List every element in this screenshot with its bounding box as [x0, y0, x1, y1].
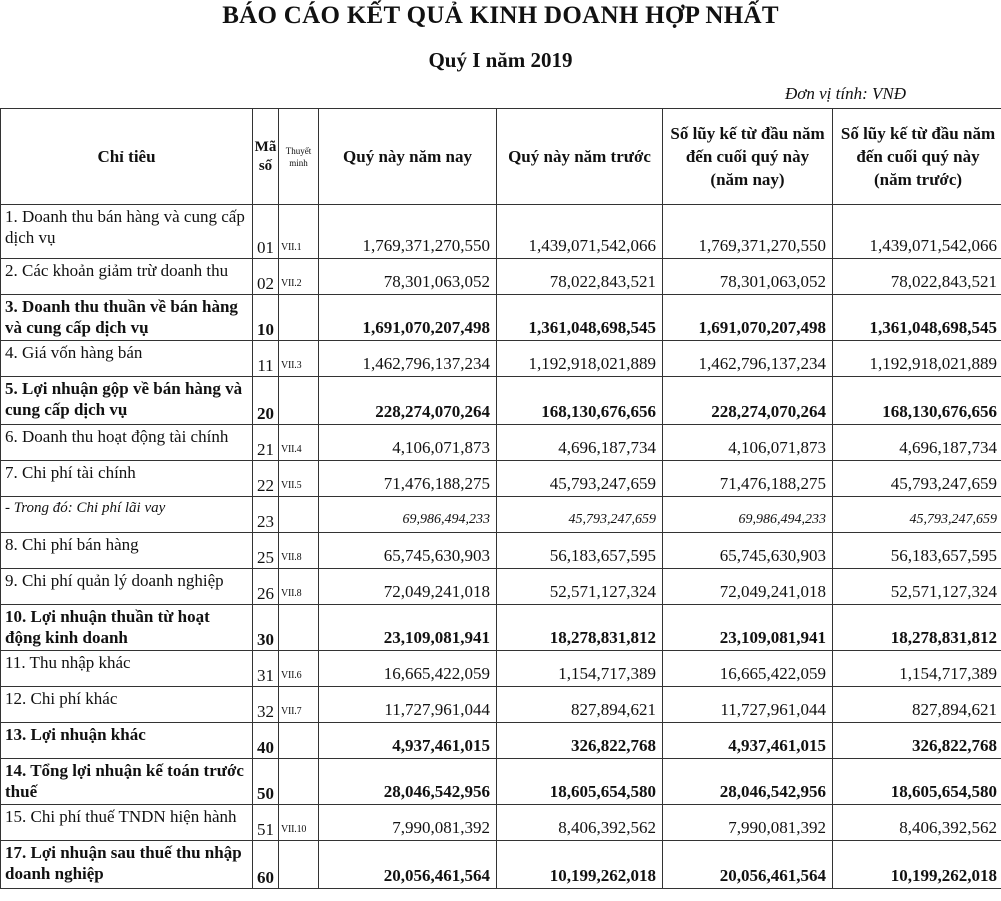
table-row [1, 425, 1001, 461]
value-ytd-prev: 56,183,657,595 [833, 533, 1001, 569]
table-row [1, 651, 1001, 687]
header-ytd-prev: Số lũy kế từ đầu năm đến cuối quý này (năm trước) [833, 109, 1001, 205]
value-current-quarter: 1,769,371,270,550 [319, 205, 497, 259]
row-indicator-text: 17. Lợi nhuận sau thuế thu nhập doanh nghiệp [5, 843, 242, 883]
value-current-quarter: 4,106,071,873 [319, 425, 497, 461]
row-note [279, 723, 319, 759]
value-prev-quarter: 45,793,247,659 [497, 461, 663, 497]
row-indicator [1, 723, 253, 759]
value-current-quarter: 11,727,961,044 [319, 687, 497, 723]
header-ytd-current: Số lũy kế từ đầu năm đến cuối quý này (năm nay) [663, 109, 833, 205]
value-ytd-current: 1,769,371,270,550 [663, 205, 833, 259]
row-note: VII.7 [279, 687, 319, 723]
row-note: VII.2 [279, 259, 319, 295]
row-code: 60 [253, 841, 279, 889]
table-row [1, 205, 1001, 259]
row-indicator-text: 7. Chi phí tài chính [5, 463, 136, 482]
value-current-quarter: 72,049,241,018 [319, 569, 497, 605]
header-note: Thuyết minh [279, 109, 319, 205]
table-row [1, 259, 1001, 295]
table-row [1, 295, 1001, 341]
value-ytd-prev: 8,406,392,562 [833, 805, 1001, 841]
value-ytd-prev: 1,439,071,542,066 [833, 205, 1001, 259]
value-prev-quarter: 45,793,247,659 [497, 497, 663, 533]
row-code: 21 [253, 425, 279, 461]
table-row [1, 687, 1001, 723]
value-ytd-prev: 10,199,262,018 [833, 841, 1001, 889]
value-prev-quarter: 326,822,768 [497, 723, 663, 759]
value-prev-quarter: 1,361,048,698,545 [497, 295, 663, 341]
table-row [1, 805, 1001, 841]
value-ytd-prev: 45,793,247,659 [833, 461, 1001, 497]
value-ytd-current: 7,990,081,392 [663, 805, 833, 841]
table-row [1, 533, 1001, 569]
value-ytd-current: 78,301,063,052 [663, 259, 833, 295]
value-ytd-prev: 168,130,676,656 [833, 377, 1001, 425]
value-prev-quarter: 18,605,654,580 [497, 759, 663, 805]
row-indicator [1, 461, 253, 497]
value-ytd-prev: 18,278,831,812 [833, 605, 1001, 651]
value-prev-quarter: 8,406,392,562 [497, 805, 663, 841]
table-row [1, 605, 1001, 651]
value-ytd-prev: 78,022,843,521 [833, 259, 1001, 295]
table-row [1, 841, 1001, 889]
value-ytd-current: 1,462,796,137,234 [663, 341, 833, 377]
table-row [1, 723, 1001, 759]
value-ytd-prev: 1,154,717,389 [833, 651, 1001, 687]
row-code: 23 [253, 497, 279, 533]
row-code: 11 [253, 341, 279, 377]
row-indicator [1, 205, 253, 259]
row-code: 02 [253, 259, 279, 295]
row-code: 32 [253, 687, 279, 723]
row-indicator-text: 9. Chi phí quản lý doanh nghiệp [5, 571, 224, 590]
table-row [1, 569, 1001, 605]
value-prev-quarter: 56,183,657,595 [497, 533, 663, 569]
row-note: VII.8 [279, 569, 319, 605]
value-prev-quarter: 168,130,676,656 [497, 377, 663, 425]
row-indicator-text: 12. Chi phí khác [5, 689, 118, 708]
row-note: VII.1 [279, 205, 319, 259]
row-indicator [1, 425, 253, 461]
table-row [1, 461, 1001, 497]
value-ytd-prev: 1,361,048,698,545 [833, 295, 1001, 341]
row-note: VII.5 [279, 461, 319, 497]
report-title: BÁO CÁO KẾT QUẢ KINH DOANH HỢP NHẤT [222, 2, 779, 29]
value-prev-quarter: 52,571,127,324 [497, 569, 663, 605]
value-ytd-current: 20,056,461,564 [663, 841, 833, 889]
value-current-quarter: 69,986,494,233 [319, 497, 497, 533]
value-ytd-current: 4,106,071,873 [663, 425, 833, 461]
table-row [1, 377, 1001, 425]
report-period: Quý I năm 2019 [428, 48, 573, 72]
currency-unit: Đơn vị tính: VNĐ [785, 84, 906, 103]
value-current-quarter: 78,301,063,052 [319, 259, 497, 295]
row-indicator [1, 259, 253, 295]
value-current-quarter: 4,937,461,015 [319, 723, 497, 759]
row-indicator-text: 2. Các khoản giảm trừ doanh thu [5, 261, 229, 280]
row-indicator [1, 605, 253, 651]
value-ytd-prev: 326,822,768 [833, 723, 1001, 759]
row-indicator-text: 5. Lợi nhuận gộp về bán hàng và cung cấp dịch vụ [5, 379, 243, 419]
row-note: VII.4 [279, 425, 319, 461]
value-current-quarter: 16,665,422,059 [319, 651, 497, 687]
value-prev-quarter: 1,154,717,389 [497, 651, 663, 687]
value-prev-quarter: 1,192,918,021,889 [497, 341, 663, 377]
value-ytd-current: 16,665,422,059 [663, 651, 833, 687]
row-indicator-text: 8. Chi phí bán hàng [5, 535, 139, 554]
value-prev-quarter: 10,199,262,018 [497, 841, 663, 889]
row-indicator [1, 533, 253, 569]
row-note: VII.8 [279, 533, 319, 569]
value-current-quarter: 28,046,542,956 [319, 759, 497, 805]
row-indicator-text: 10. Lợi nhuận thuần từ hoạt động kinh doanh [5, 607, 210, 647]
value-ytd-current: 228,274,070,264 [663, 377, 833, 425]
row-note [279, 759, 319, 805]
row-indicator-text: 3. Doanh thu thuần về bán hàng và cung cấp dịch vụ [5, 297, 238, 337]
header-indicator: Chỉ tiêu [1, 109, 253, 205]
value-ytd-current: 69,986,494,233 [663, 497, 833, 533]
row-code: 30 [253, 605, 279, 651]
value-ytd-prev: 18,605,654,580 [833, 759, 1001, 805]
row-indicator [1, 651, 253, 687]
row-code: 20 [253, 377, 279, 425]
value-ytd-current: 28,046,542,956 [663, 759, 833, 805]
row-indicator [1, 295, 253, 341]
table-row [1, 497, 1001, 533]
row-code: 51 [253, 805, 279, 841]
row-indicator [1, 569, 253, 605]
row-note [279, 841, 319, 889]
value-ytd-current: 65,745,630,903 [663, 533, 833, 569]
row-note [279, 497, 319, 533]
row-code: 31 [253, 651, 279, 687]
row-indicator-text: 1. Doanh thu bán hàng và cung cấp dịch vụ [5, 207, 245, 247]
value-current-quarter: 23,109,081,941 [319, 605, 497, 651]
row-indicator-text: 6. Doanh thu hoạt động tài chính [5, 427, 229, 446]
row-code: 40 [253, 723, 279, 759]
row-code: 10 [253, 295, 279, 341]
table-body [1, 205, 1001, 889]
value-ytd-prev: 45,793,247,659 [833, 497, 1001, 533]
value-current-quarter: 228,274,070,264 [319, 377, 497, 425]
row-note: VII.6 [279, 651, 319, 687]
value-current-quarter: 1,462,796,137,234 [319, 341, 497, 377]
value-ytd-current: 1,691,070,207,498 [663, 295, 833, 341]
value-ytd-prev: 52,571,127,324 [833, 569, 1001, 605]
value-ytd-prev: 827,894,621 [833, 687, 1001, 723]
row-code: 50 [253, 759, 279, 805]
row-indicator [1, 805, 253, 841]
row-code: 26 [253, 569, 279, 605]
row-indicator-text: 14. Tổng lợi nhuận kế toán trước thuế [5, 761, 244, 801]
value-ytd-current: 23,109,081,941 [663, 605, 833, 651]
row-indicator-text: 13. Lợi nhuận khác [5, 725, 146, 744]
row-indicator-text: 4. Giá vốn hàng bán [5, 343, 143, 362]
value-current-quarter: 20,056,461,564 [319, 841, 497, 889]
value-ytd-prev: 1,192,918,021,889 [833, 341, 1001, 377]
value-current-quarter: 65,745,630,903 [319, 533, 497, 569]
value-ytd-current: 71,476,188,275 [663, 461, 833, 497]
value-prev-quarter: 4,696,187,734 [497, 425, 663, 461]
row-note [279, 295, 319, 341]
row-indicator [1, 497, 253, 533]
value-current-quarter: 71,476,188,275 [319, 461, 497, 497]
value-ytd-prev: 4,696,187,734 [833, 425, 1001, 461]
row-code: 25 [253, 533, 279, 569]
row-indicator [1, 341, 253, 377]
value-ytd-current: 11,727,961,044 [663, 687, 833, 723]
row-indicator-text: 15. Chi phí thuế TNDN hiện hành [5, 807, 237, 826]
header-current-quarter: Quý này năm nay [319, 109, 497, 205]
table-row [1, 759, 1001, 805]
row-code: 01 [253, 205, 279, 259]
row-code: 22 [253, 461, 279, 497]
row-note [279, 605, 319, 651]
row-note [279, 377, 319, 425]
header-code: Mã số [253, 109, 279, 205]
value-current-quarter: 1,691,070,207,498 [319, 295, 497, 341]
row-indicator [1, 841, 253, 889]
income-statement-table [0, 108, 1001, 889]
row-indicator [1, 377, 253, 425]
row-indicator [1, 759, 253, 805]
value-prev-quarter: 78,022,843,521 [497, 259, 663, 295]
row-indicator-text: - Trong đó: Chi phí lãi vay [5, 500, 166, 516]
value-ytd-current: 72,049,241,018 [663, 569, 833, 605]
row-note: VII.3 [279, 341, 319, 377]
value-current-quarter: 7,990,081,392 [319, 805, 497, 841]
value-prev-quarter: 827,894,621 [497, 687, 663, 723]
value-prev-quarter: 1,439,071,542,066 [497, 205, 663, 259]
row-note: VII.10 [279, 805, 319, 841]
value-ytd-current: 4,937,461,015 [663, 723, 833, 759]
row-indicator-text: 11. Thu nhập khác [5, 653, 131, 672]
value-prev-quarter: 18,278,831,812 [497, 605, 663, 651]
table-row [1, 341, 1001, 377]
header-row [1, 109, 1001, 205]
header-prev-quarter: Quý này năm trước [497, 109, 663, 205]
row-indicator [1, 687, 253, 723]
